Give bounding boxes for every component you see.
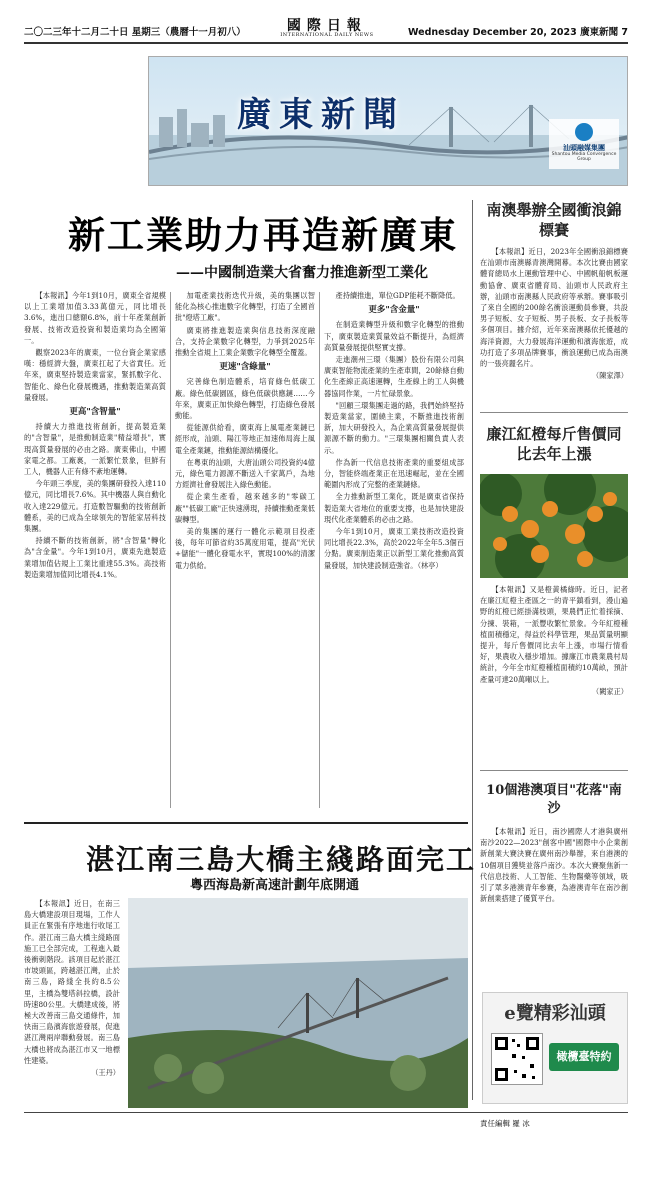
main-column-2 — [175, 290, 315, 810]
issue-date: 二〇二三年十二月二十日 星期三（農曆十一月初八） — [24, 27, 246, 38]
qr-code-icon[interactable] — [491, 1033, 543, 1085]
masthead-subtitle: INTERNATIONAL DAILY NEWS — [280, 32, 374, 38]
paragraph: 【本報訊】近日，南沙國際人才港與廣州南沙2022—2023"創客中國"國際中小企業創新創業大賽決賽在廣州南沙舉辦，來自港澳的10個項目獲獎並落戶南沙。本次大賽聚焦新一代信息技術、人工智能、生物醫藥等領域，吸引了眾多港澳青年參賽，為港澳青年在南沙創新創業搭建了優質平台。 — [480, 827, 628, 904]
side-story-1-title: 南澳舉辦全國衝浪錦標賽 — [486, 201, 622, 239]
divider — [480, 770, 628, 771]
paragraph: 廣東將推進製造業與信息技術深度融合，支持企業數字化轉型，力爭到2025年推動全省規上工業企業數字化轉型全覆蓋。 — [175, 325, 315, 358]
divider — [480, 412, 628, 413]
main-column-1 — [24, 290, 166, 810]
paragraph: 在制造業轉型升級和數字化轉型的推動下，廣東製造業質量效益不斷提升，為經濟高質量發展提供堅實支撐。 — [324, 320, 464, 352]
page-info: Wednesday December 20, 2023 廣東新聞 7 — [407, 27, 628, 38]
paragraph: 完善綠色制造體系，培育綠色低碳工廠。綠色低碳園區，綠色低碳供應鏈……今年來，廣東正加快綠色轉型，打造綠色發展動能。 — [175, 377, 315, 421]
editor-label: 責任編輯 — [480, 1119, 510, 1128]
paragraph: 美的集團的運行一體化示範項目投產後，每年可節省約35萬度用電，提高"光伏+儲能"一體化發電水平，實現100%的清潔電力供給。 — [175, 527, 315, 570]
promo-box — [482, 992, 628, 1104]
bridge-aerial-photo — [128, 898, 468, 1108]
section-title: 廣東新聞 — [237, 95, 405, 135]
paragraph: 【本報訊】近日，在南三島大橋建設項目現場，工作人員正在緊張有序地進行收尾工作。湛江南三島大橋主綫路面施工已全部完成，工程進入最後衝刺階段。該項目起於湛江市坡頭區，跨越湛江灣，止於南三島，路綫全長約8.5公里，主橋為雙塔斜拉橋，設計時速80公里。大橋建成後，將極大改善南三島交通條件，加快南三島濱海旅遊發展，促進湛江灣兩岸聯動發展。南三島大橋也將成為湛江市又一地標性建築。 — [24, 899, 120, 1065]
main-headline: 新工業助力再造新廣東 — [68, 213, 458, 257]
paragraph: 持續大力推進技術創新，提高製造業的"含智量"，是推動制造業"精益增長"，實現高質量發展的必由之路。廣東佛山，中國家電之都。工廠裏，一派繁忙景象，但鮮有工人，機器人正有條不紊地運轉。 — [24, 422, 166, 477]
section-subhead: 更速"含綠量" — [219, 362, 271, 373]
section-subhead: 更多"含金量" — [368, 305, 420, 316]
byline: （王丹） — [91, 1068, 120, 1078]
paragraph: 走進潮州三環（集團）股份有限公司與廣東智能物流產業的生產車間，20餘條自動化生產線正高速運轉，生產線上的工人與機器協同作業，一片忙碌景象。 — [324, 355, 464, 398]
byline: （陳家澤） — [592, 371, 628, 381]
logo-mark-icon — [575, 123, 593, 141]
side-story-1-body — [480, 246, 628, 406]
editor-credit — [480, 1118, 530, 1129]
paragraph: 觀察2023年的廣東，一位台資企業家感嘆：穩經濟大盤，廣東扛起了大省責任。近年來，廣東堅持製造業當家，緊抓數字化、智能化、綠色化發展機遇，推動製造業高質量發展。 — [24, 348, 166, 402]
paragraph: 【本報訊】今年1到10月，廣東全省規模以上工業增加值3.33萬億元，同比增長3.6%，進出口總額6.8%，前十年產業創新發展、技術改造投資和製造業均為全國第一。 — [24, 291, 166, 345]
paragraph: 作為新一代信息技術產業的重要組成部分，智能終端產業正在迅速崛起，並在全國範圍內形成了完整的產業鏈條。 — [324, 457, 464, 490]
paragraph: 全力推動新型工業化，既是廣東省保持製造業大省地位的重要支撐，也是加快建設現代化產業體系的必由之路。 — [324, 492, 464, 524]
paragraph: 產持續推進，單位GDP能耗不斷降低。 — [335, 291, 460, 300]
rail-divider — [472, 200, 473, 1100]
side-story-3-title: 10個港澳項目"花落"南沙 — [486, 783, 622, 816]
paragraph: 從企業生產看，越來越多的"零碳工廠""低碳工廠"正快速湧現，持續推動產業低碳轉型。 — [175, 492, 315, 524]
paragraph: "回顧三環集團走過的路，我們始終堅持製造業當家，圍繞主業，不斷推進技術創新，加大研發投入，為企業高質量發展提供源源不斷的動力。"三環集團相關負責人表示。 — [324, 400, 464, 455]
column-rule — [170, 292, 171, 808]
footer-rule — [24, 1112, 628, 1113]
promo-title: e覽精彩汕頭 — [504, 1003, 606, 1024]
running-head — [24, 18, 628, 44]
bridge-headline: 湛江南三島大橋主綫路面完工 — [86, 843, 477, 876]
section-banner — [148, 56, 628, 186]
paragraph: 今年頭三季度，美的集團研發投入達110億元，同比增長7.6%。其中機器人與自動化收入達229億元。打造數智驅動的技術創新體系，美的已成為全球領先的智能家居科技集團。 — [24, 479, 166, 534]
paragraph: 【本報訊】又是橙黃橘綠時。近日，記者在廉江紅橙主產區之一的青平鎮看到，漫山遍野的紅橙已經掛滿枝頭，果農們正忙着採摘、分揀、裝箱，一派豐收繁忙景象。今年紅橙種植面積穩定，得益於科學管理，果品質量明顯提升，每斤售價同比去年上漲，市場行情看好，果農收入穩步增加。據廉江市農業農村局統計，今年全市紅橙種植面積約10萬畝，預計產量可達20萬噸以上。 — [480, 585, 628, 684]
bridge-body — [24, 898, 120, 1108]
side-story-2-body — [480, 584, 628, 754]
main-column-3 — [324, 290, 464, 810]
column-rule — [319, 292, 320, 808]
editor-name: 羅 冰 — [512, 1119, 530, 1128]
logo-name: 汕頭融媒集團 — [563, 143, 605, 152]
paragraph: 持續不斷的技術創新，將"含智量"轉化為"含金量"。今年1到10月，廣東先進製造業增加值佔規上工業比重達55.3%。高技術製造業增加值同比增長4.1%。 — [24, 536, 166, 579]
paragraph: 在粵東的汕頭，大唐汕頭公司投資約4億元，綠色電力源源不斷送入千家萬戶，為地方經濟社會發展注入綠色動能。 — [175, 457, 315, 490]
oranges-photo — [480, 474, 628, 578]
promo-subtitle: 橄欖臺特約 — [549, 1043, 619, 1071]
paragraph: 從能源供給看，廣東海上風電產業鏈已經形成，汕頭、陽江等地正加速佈局海上風電全產業鏈，推動能源結構優化。 — [175, 423, 315, 455]
bridge-subheadline: 粵西海島新高速計劃年底開通 — [190, 878, 360, 893]
paragraph: 【本報訊】近日，2023年全國衝浪錦標賽在汕頭市南澳縣青澳灣開幕。本次比賽由國家體育總局水上運動管理中心、中國帆船帆板運動協會、廣東省體育局、汕頭市人民政府主辦，汕頭市南澳縣人民政府等承辦。賽事吸引了來自全國的200餘名衝浪運動員參賽，共設男子短板、女子短板、男子長板、女子長板等多個項目。據介紹，近年來南澳縣依托優越的海洋資源，大力發展海洋運動和濱海旅遊，成功打造了多項品牌賽事，衝浪運動已成為南澳的一張亮麗名片。 — [480, 247, 628, 369]
paragraph: 加電產業技術迭代升級，美的集團以智能化為核心推進數字化轉型，打造了全國首批"燈塔工廠"。 — [175, 291, 315, 323]
logo-english: Shantou Media Convergence Group — [551, 152, 617, 162]
media-group-logo — [549, 119, 619, 169]
section-subhead: 更高"含智量" — [69, 407, 121, 418]
paragraph: 今年1到10月，廣東工業技術改造投資同比增長22.3%，高於2022年全年5.3個百分點。廣東制造業正以新型工業化推動高質量發展，加快建設制造強省。（林亭） — [324, 527, 464, 570]
masthead-title: 國際日報 — [286, 18, 367, 34]
side-story-2-title: 廉江紅橙每斤售價同比去年上漲 — [486, 425, 622, 463]
masthead — [280, 19, 373, 38]
side-story-3-body — [480, 826, 628, 984]
byline: （闕家正） — [592, 686, 628, 696]
main-subheadline: ——中國制造業大省奮力推進新型工業化 — [176, 265, 428, 281]
section-rule — [24, 822, 468, 824]
